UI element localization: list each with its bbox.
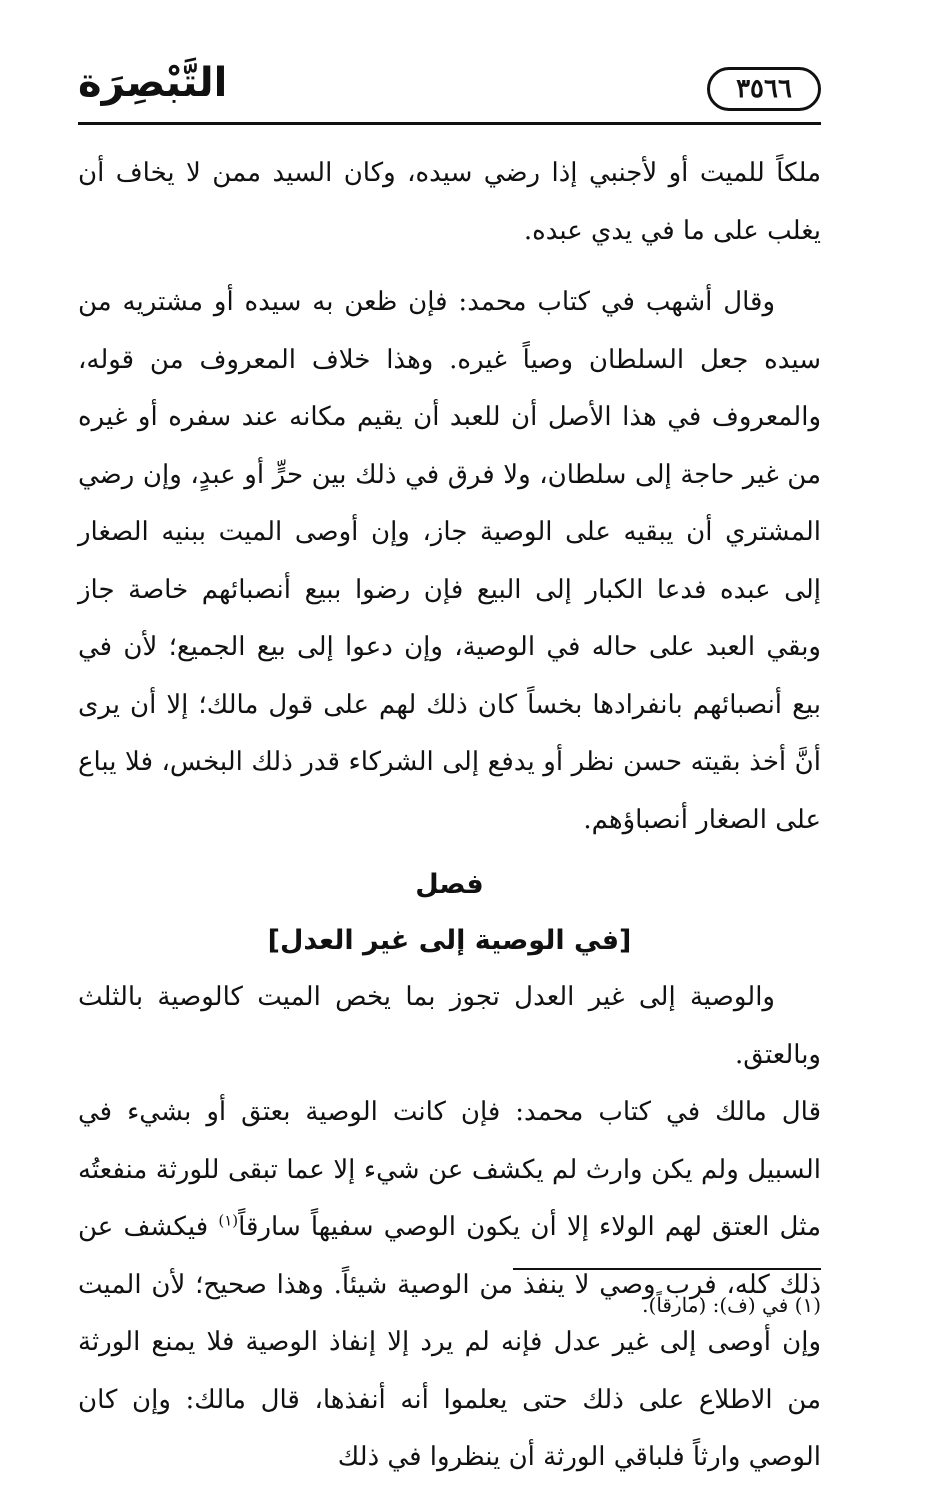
section-subtitle: [في الوصية إلى غير العدل] xyxy=(267,925,632,956)
footnote-marker: (١) xyxy=(218,1211,239,1230)
footnote: (١) في (ف): (مارقاً). xyxy=(642,1293,821,1317)
paragraph-1: ملكاً للميت أو لأجنبي إذا رضي سيده، وكان السيد ممن لا يخاف أن يغلب على ما في يدي عبده. xyxy=(78,158,821,246)
section-title: فصل xyxy=(415,869,484,900)
paragraph-4 xyxy=(78,1084,821,1487)
page-header xyxy=(78,55,821,121)
page-number: ٣٥٦٦ xyxy=(707,67,821,111)
paragraph-4-part-1: قال مالك في كتاب محمد: فإن كانت الوصية بعتق أو بشيء في السبيل ولم يكن وارث لم يكشف عن شيء إلا عما تبقى للورثة منفعتُه مثل العتق لهم الولاء إلا أن يكون الوصي سفيهاً سارقاً xyxy=(78,1097,821,1242)
paragraph-2: وقال أشهب في كتاب محمد: فإن ظعن به سيده أو مشتريه من سيده جعل السلطان وصياً غيره. وهذا خلاف المعروف من قوله، والمعروف في هذا الأصل أن للعبد أن يقيم مكانه عند سفره أو غيره من غير حاجة إلى سلطان، ولا فرق في ذلك بين حرٍّ أو عبدٍ، وإن رضي المشتري أن يبقيه على الوصية جاز، وإن أوصى الميت ببنيه الصغار إلى عبده فدعا الكبار إلى البيع فإن رضوا ببيع أنصبائهم خاصة جاز وبقي العبد على حاله في الوصية، وإن دعوا إلى بيع الجميع؛ لأن في بيع أنصبائهم بانفرادها بخساً كان ذلك لهم على قول مالك؛ إلا أن يرى أنَّ أخذ بقيته حسن نظر أو يدفع إلى الشركاء قدر ذلك البخس، فلا يباع على الصغار أنصباؤهم. xyxy=(78,287,821,835)
book-title: التَّبْصِرَة xyxy=(78,60,228,106)
paragraph-3: والوصية إلى غير العدل تجوز بما يخص الميت كالوصية بالثلث وبالعتق. xyxy=(78,982,821,1070)
main-text xyxy=(78,145,821,1487)
header-divider xyxy=(78,122,821,125)
footnote-divider xyxy=(513,1268,821,1270)
paragraph-4-part-2: فيكشف عن ذلك كله، فرب وصي لا ينفذ من الوصية شيئاً. وهذا صحيح؛ لأن الميت وإن أوصى إلى غير عدل فإنه لم يرد إلا إنفاذ الوصية فلا يمنع الورثة من الاطلاع على ذلك حتى يعلموا أنه أنفذها، قال مالك: وإن كان الوصي وارثاً فلباقي الورثة أن ينظروا في ذلك xyxy=(78,1212,821,1472)
